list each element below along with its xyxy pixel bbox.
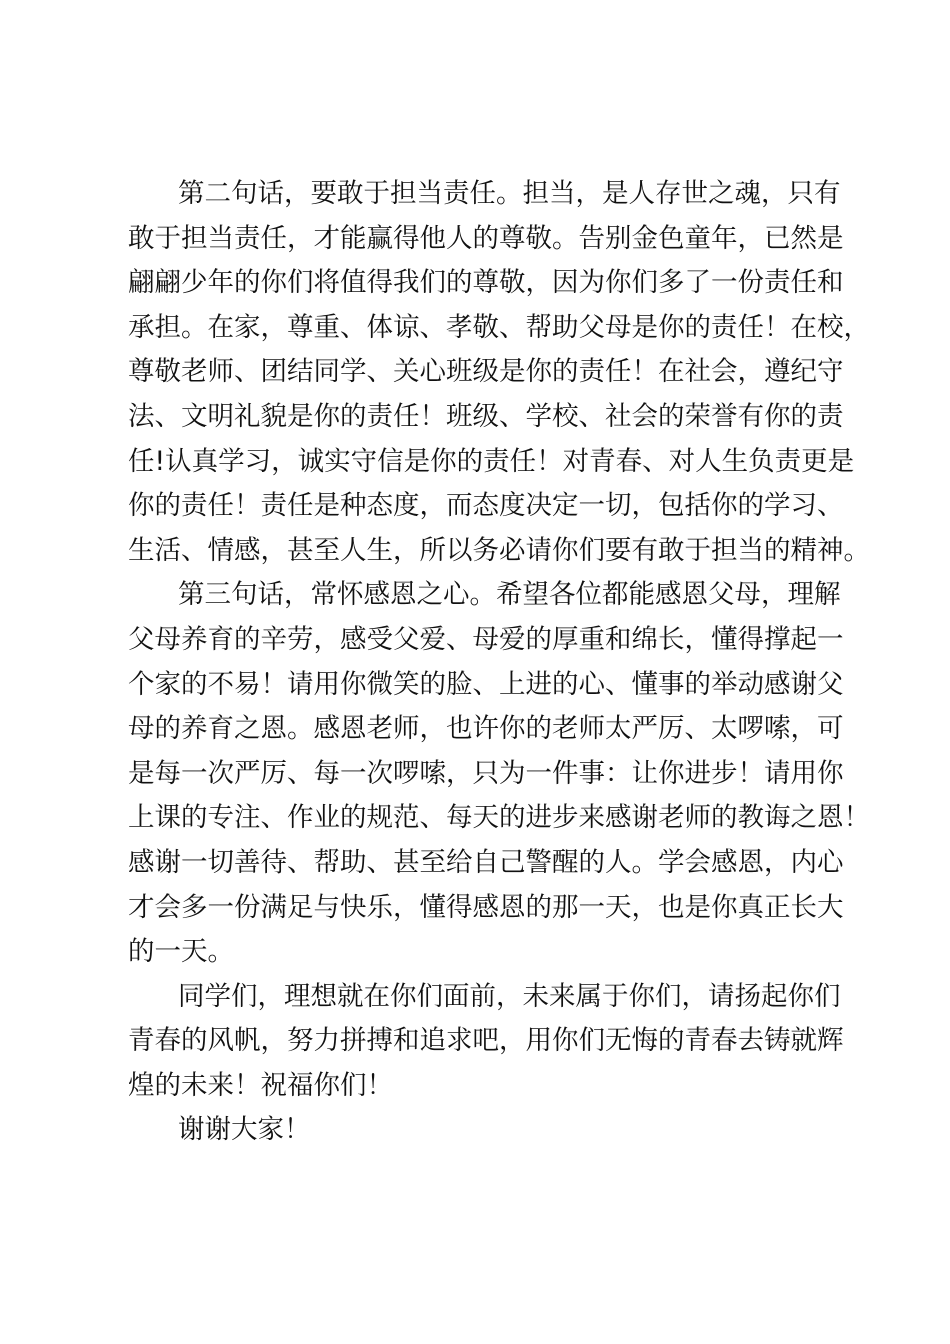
paragraph-closing <box>128 1108 834 1153</box>
text-line: 承担。在家，尊重、体谅、孝敬、帮助父母是你的责任！在校， <box>128 311 870 343</box>
document-body <box>128 172 870 1153</box>
paragraph-ideals <box>128 975 844 1109</box>
text-line: 是每一次严厉、每一次啰嗦，只为一件事：让你进步！请用你 <box>128 757 844 789</box>
text-line: 才会多一份满足与快乐，懂得感恩的那一天，也是你真正长大 <box>128 891 844 923</box>
text-line: 敢于担当责任，才能赢得他人的尊敬。告别金色童年，已然是 <box>128 222 844 254</box>
text-line: 法、文明礼貌是你的责任！班级、学校、社会的荣誉有你的责 <box>128 400 844 432</box>
text-line: 第二句话，要敢于担当责任。担当，是人存世之魂，只有 <box>178 178 841 209</box>
text-line: 尊敬老师、团结同学、关心班级是你的责任！在社会，遵纪守 <box>128 356 844 388</box>
text-line: 感谢一切善待、帮助、甚至给自己警醒的人。学会感恩，内心 <box>128 846 844 878</box>
text-line: 煌的未来！祝福你们！ <box>128 1069 393 1101</box>
paragraph-responsibility <box>128 172 870 573</box>
text-line: 青春的风帆，努力拼搏和追求吧，用你们无悔的青春去铸就辉 <box>128 1025 844 1057</box>
paragraph-gratitude <box>128 573 870 974</box>
text-line: 任!认真学习，诚实守信是你的责任！对青春、对人生负责更是 <box>128 445 855 477</box>
text-line: 个家的不易！请用你微笑的脸、上进的心、懂事的举动感谢父 <box>128 668 844 700</box>
text-line: 的一天。 <box>128 936 234 968</box>
text-line: 你的责任！责任是种态度，而态度决定一切，包括你的学习、 <box>128 490 844 522</box>
text-line: 第三句话，常怀感恩之心。希望各位都能感恩父母，理解 <box>178 579 841 611</box>
text-line: 母的养育之恩。感恩老师，也许你的老师太严厉、太啰嗦，可 <box>128 713 844 745</box>
text-line: 父母养育的辛劳，感受父爱、母爱的厚重和绵长，懂得撑起一 <box>128 623 844 655</box>
text-line: 翩翩少年的你们将值得我们的尊敬，因为你们多了一份责任和 <box>128 267 844 299</box>
closing-line: 谢谢大家！ <box>178 1114 311 1146</box>
text-line: 生活、情感，甚至人生，所以务必请你们要有敢于担当的精神。 <box>128 534 870 566</box>
text-line: 同学们，理想就在你们面前，未来属于你们，请扬起你们 <box>178 980 841 1012</box>
text-line: 上课的专注、作业的规范、每天的进步来感谢老师的教诲之恩！ <box>128 802 870 834</box>
